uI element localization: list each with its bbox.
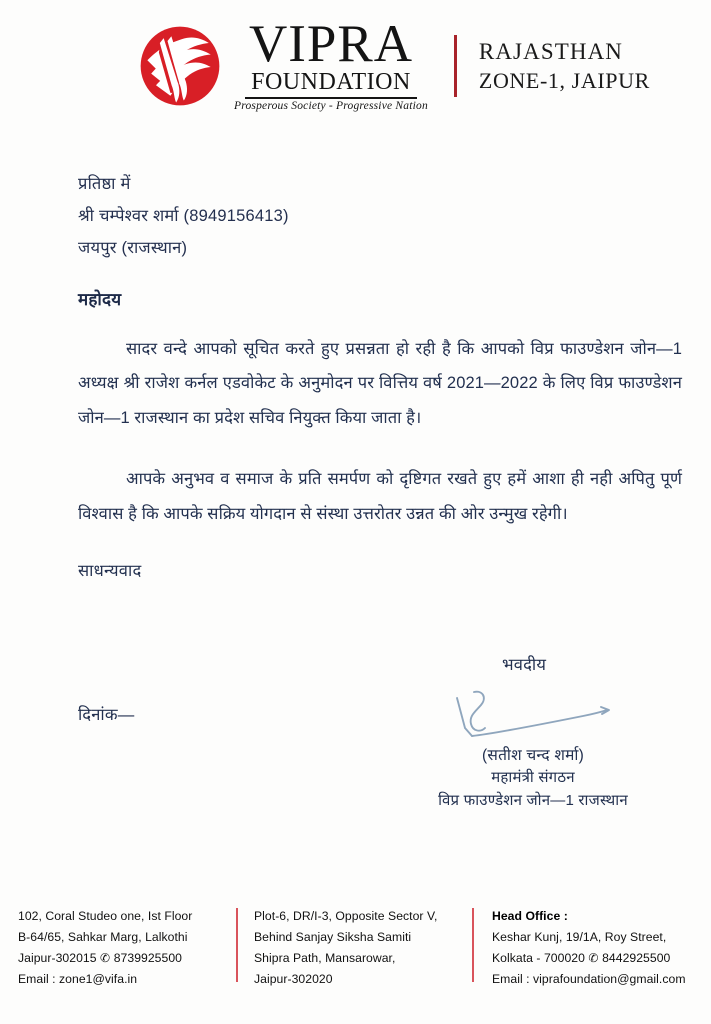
footer-line: B-64/65, Sahkar Marg, Lalkothi bbox=[18, 929, 188, 944]
wordmark-tagline: Prosperous Society - Progressive Nation bbox=[234, 99, 428, 112]
footer-email[interactable]: Email : zone1@vifa.in bbox=[18, 971, 138, 986]
zone-block bbox=[479, 38, 650, 94]
footer-line: Jaipur-302015 ✆ 8739925500 bbox=[18, 950, 182, 965]
header-divider bbox=[454, 35, 457, 97]
footer-column-head-office bbox=[472, 906, 711, 990]
footer-line: Kolkata - 700020 ✆ 8442925500 bbox=[492, 950, 671, 965]
footer-column-jaipur-mansarowar bbox=[236, 906, 472, 990]
closing-block bbox=[78, 652, 682, 842]
footer-email[interactable]: Email : viprafoundation@gmail.com bbox=[492, 971, 686, 986]
recipient-name: श्री चम्पेश्वर शर्मा (8949156413) bbox=[78, 207, 289, 226]
footer-heading: Head Office : bbox=[492, 909, 568, 923]
date-label: दिनांक— bbox=[78, 706, 135, 724]
zone-city: ZONE-1, JAIPUR bbox=[478, 67, 650, 93]
wordmark-sub: FOUNDATION bbox=[251, 68, 411, 95]
thanks-line: साधन्यवाद bbox=[78, 562, 142, 581]
paragraph-2: आपके अनुभव व समाज के प्रति समर्पण को दृष्टिगत रखते हुए हमें आशा ही नही अपितु पूर्ण विश्वास है कि आपके सक्रिय योगदान से संस्था उत्तरोतर उन्नत की ओर उन्मुख रहेगी। bbox=[78, 470, 682, 524]
brand-logo-block bbox=[132, 15, 428, 114]
footer-line: Keshar Kunj, 19/1A, Roy Street, bbox=[492, 929, 667, 944]
wordmark-main: VIPRA bbox=[248, 15, 413, 74]
zone-state: RAJASTHAN bbox=[478, 39, 623, 65]
signatory-role: महामंत्री संगठन bbox=[491, 769, 575, 787]
signatory-name: (सतीश चन्द शर्मा) bbox=[482, 747, 584, 764]
signatory-organization: विप्र फाउण्डेशन जोन—1 राजस्थान bbox=[438, 791, 628, 809]
signature-block bbox=[384, 686, 682, 812]
salutation: महोदय bbox=[78, 289, 122, 309]
footer-line: Jaipur-302020 bbox=[254, 971, 333, 986]
footer bbox=[0, 892, 711, 1024]
yours-faithfully: भवदीय bbox=[502, 656, 547, 674]
footer-column-jaipur-lalkothi bbox=[0, 906, 236, 990]
to-label: प्रतिष्ठा में bbox=[78, 175, 131, 193]
footer-line: 102, Coral Studeo one, Ist Floor bbox=[18, 909, 193, 923]
footer-line: Plot-6, DR/I-3, Opposite Sector V, bbox=[254, 909, 438, 923]
footer-divider bbox=[236, 908, 238, 982]
vipra-circle-logo-icon bbox=[132, 18, 228, 114]
wordmark bbox=[234, 15, 428, 112]
letterhead bbox=[0, 0, 711, 132]
handwritten-signature-icon bbox=[443, 686, 623, 744]
footer-line: Behind Sanjay Siksha Samiti bbox=[254, 929, 412, 944]
letter-body bbox=[78, 168, 682, 581]
footer-divider bbox=[472, 908, 474, 982]
recipient-city: जयपुर (राजस्थान) bbox=[78, 239, 188, 258]
paragraph-1: सादर वन्दे आपको सूचित करते हुए प्रसन्नता हो रही है कि आपको विप्र फाउण्डेशन जोन—1 अध्यक्ष श्री राजेश कर्नल एडवोकेट के अनुमोदन पर वित्तिय वर्ष 2021—2022 के लिए विप्र फाउण्डेशन जोन—1 राजस्थान का प्रदेश सचिव नियुक्त किया जाता है। bbox=[78, 339, 682, 428]
footer-line: Shipra Path, Mansarowar, bbox=[254, 950, 396, 965]
wordmark-rule bbox=[245, 97, 417, 99]
